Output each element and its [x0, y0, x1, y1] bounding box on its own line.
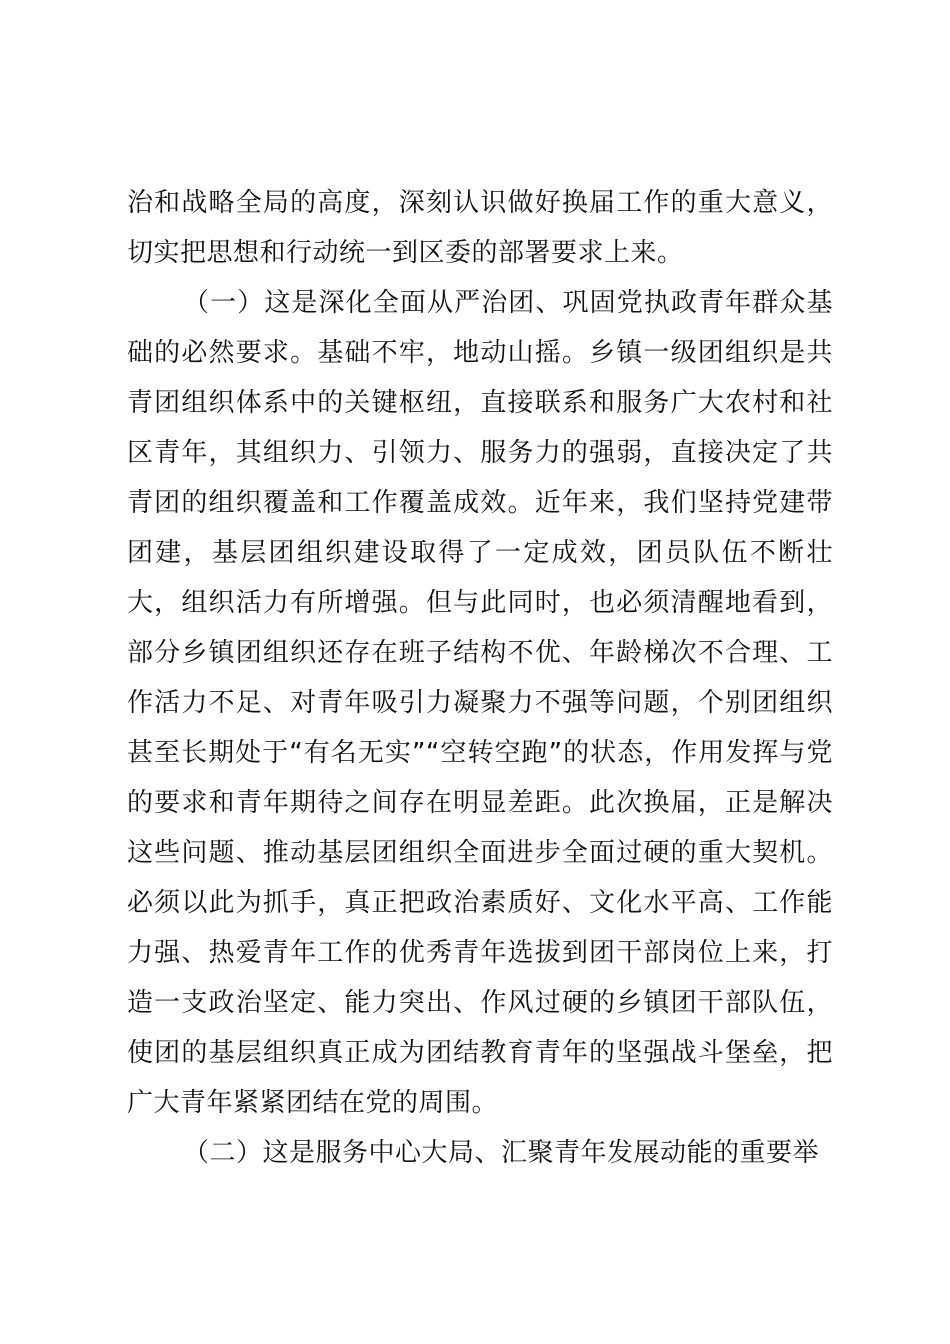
document-body — [127, 178, 833, 1178]
paragraph-continuation: 治和战略全局的高度，深刻认识做好换届工作的重大意义，切实把思想和行动统一到区委的部署要求上来。 — [127, 188, 833, 268]
paragraph-section-two: （二）这是服务中心大局、汇聚青年发展动能的重要举 — [183, 1138, 820, 1168]
paragraph-section-one: （一）这是深化全面从严治团、巩固党执政青年群众基础的必然要求。基础不牢，地动山摇。乡镇一级团组织是共青团组织体系中的关键枢纽，直接联系和服务广大农村和社区青年，其组织力、引领力、服务力的强弱，直接决定了共青团的组织覆盖和工作覆盖成效。近年来，我们坚持党建带团建，基层团组织建设取得了一定成效，团员队伍不断壮大，组织活力有所增强。但与此同时，也必须清醒地看到，部分乡镇团组织还存在班子结构不优、年龄梯次不合理、工作活力不足、对青年吸引力凝聚力不强等问题，个别团组织甚至长期处于“有名无实”“空转空跑”的状态，作用发挥与党的要求和青年期待之间存在明显差距。此次换届，正是解决这些问题、推动基层团组织全面进步全面过硬的重大契机。必须以此为抓手，真正把政治素质好、文化水平高、工作能力强、热爱青年工作的优秀青年选拔到团干部岗位上来，打造一支政治坚定、能力突出、作风过硬的乡镇团干部队伍，使团的基层组织真正成为团结教育青年的坚强战斗堡垒，把广大青年紧紧团结在党的周围。 — [127, 288, 833, 1118]
